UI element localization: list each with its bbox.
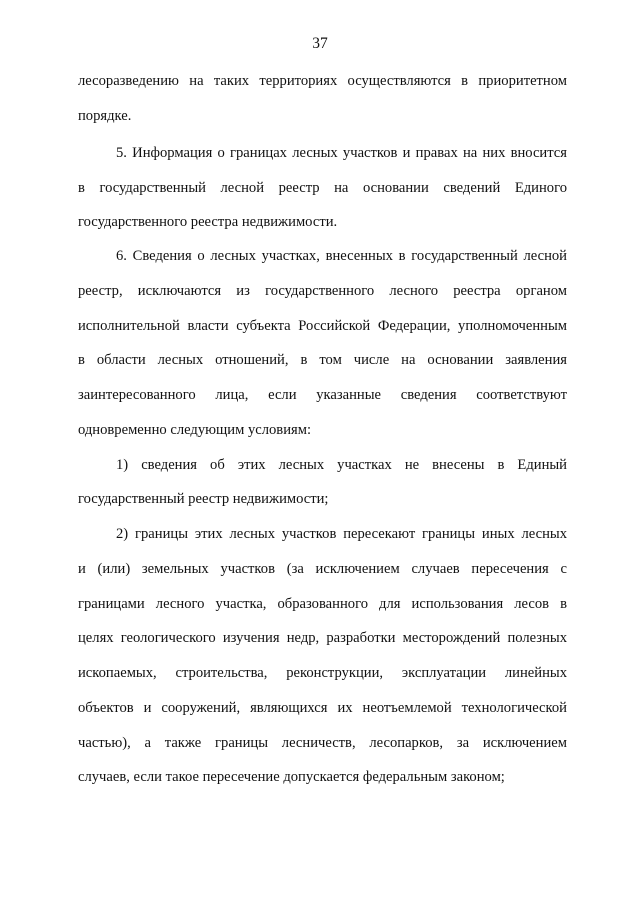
text-line: в области лесных отношений, в том числе на основании заявления — [78, 352, 567, 368]
text-line: порядке. — [78, 108, 132, 124]
text-line: 6. Сведения о лесных участках, внесенных в государственный лесной — [116, 248, 567, 264]
text-line: одновременно следующим условиям: — [78, 422, 312, 438]
text-line: границами лесного участка, образованного для использования лесов в — [78, 596, 567, 612]
text-line: государственного реестра недвижимости. — [78, 214, 338, 230]
text-line: 2) границы этих лесных участков пересекают границы иных лесных — [116, 526, 567, 542]
text-line: ископаемых, строительства, реконструкции, эксплуатации линейных — [78, 665, 567, 681]
text-line: 1) сведения об этих лесных участках не внесены в Единый — [116, 457, 567, 473]
text-line: в государственный лесной реестр на основании сведений Единого — [78, 180, 567, 196]
text-line: объектов и сооружений, являющихся их неотъемлемой технологической — [78, 700, 567, 716]
text-line: исполнительной власти субъекта Российской Федерации, уполномоченным — [78, 318, 567, 334]
page-number: 37 — [312, 35, 328, 52]
text-line: частью), а также границы лесничеств, лесопарков, за исключением — [78, 735, 567, 751]
text-line: лесоразведению на таких территориях осуществляются в приоритетном — [78, 73, 567, 89]
text-line: целях геологического изучения недр, разработки месторождений полезных — [78, 630, 567, 646]
text-line: заинтересованного лица, если указанные сведения соответствуют — [78, 387, 567, 403]
text-line: и (или) земельных участков (за исключением случаев пересечения с — [78, 561, 567, 577]
text-line: реестр, исключаются из государственного лесного реестра органом — [78, 283, 567, 299]
text-line: случаев, если такое пересечение допускается федеральным законом; — [78, 769, 505, 785]
text-line: 5. Информация о границах лесных участков и правах на них вносится — [116, 145, 567, 161]
text-line: государственный реестр недвижимости; — [78, 491, 329, 507]
